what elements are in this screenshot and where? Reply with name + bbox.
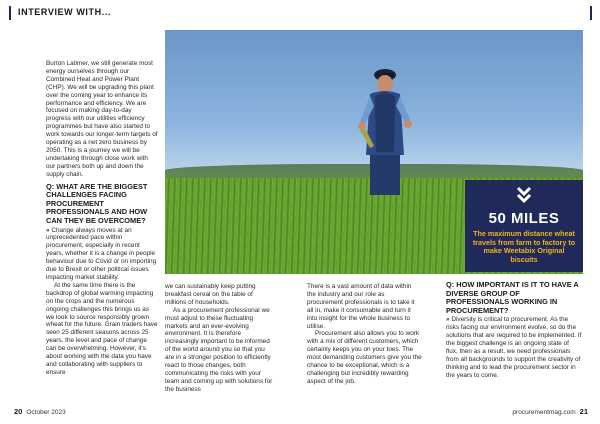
farmer-figure [350,60,420,210]
col1-paragraph-2-text: Change always moves at an unprecedented pace within procurement, especially in recent years, whether it is a change in people behaviour due to Covid or on importing due to Brexit or other political issues impacting market stability. [46,226,157,281]
col4-paragraph-1-text: Diversity is critical to procurement. As the risks facing our environment evolve, so do the solutions that are required to be implemented. If the biggest challenge is an ongoing state of flux, then as a result, we need professionals from all backgrounds to support the creativity of thinking and to lead the procurement sector in the years to come. [446,316,582,379]
col3-paragraph-2: Procurement also allows you to work with a mix of different customers, which certainly keeps you on your toes. The most demanding customers give you the chance to be exceptional, which is a challenging but incredibly rewarding aspect of the job. [307,330,422,385]
col2-paragraph-2: As a procurement professional we must adjust to these fluctuating markets and an ever-evolving environment. It is therefore increasingly important to be informed of the world around you so that you are in a stronger position to efficiently react to those changes, both communicating the risks with your team and coming up with solutions for the business [165,306,273,393]
stat-caption: The maximum distance wheat travels from farm to factory to make Weetabix Original biscuits [472,229,576,264]
col3-paragraph-1: There is a vast amount of data within the industry and our role as procurement professionals is to take it all in, make it consumable and turn it into insight for the whole business to utilise. [307,283,415,330]
col1-paragraph-2 [46,227,158,282]
page-number-right: 21 [579,407,588,416]
footer-left [14,407,66,416]
footer-right [512,407,588,416]
stat-callout [465,180,583,272]
column-3 [307,283,422,386]
page-header [0,0,600,28]
section-label: INTERVIEW WITH... [18,7,112,17]
col1-heading: Q: WHAT ARE THE BIGGEST CHALLENGES FACING PROCUREMENT PROFESSIONALS AND HOW CAN THEY BE OVERCOME? [46,181,148,225]
header-rule-left [9,6,11,20]
website-link[interactable]: procurementmag.com [512,409,576,416]
chevron-icon: » [46,226,50,234]
col4-heading: Q: HOW IMPORTANT IS IT TO HAVE A DIVERSE GROUP OF PROFESSIONALS WORKING IN PROCUREMENT? [446,280,579,315]
column-1 [46,60,158,377]
col1-paragraph-1: Burton Latimer, we still generate most energy ourselves through our Combined Heat and Power Plant (CHP). We will be upgrading this plant over the coming year to enhance its performance and efficiency. We are focused on making day-to-day progress with our utilities efficiency programmes but have also started to work towards our longer-term targets of operating as a net zero business by 2050. This is a journey we will be undertaking through close work with our partners both up and down the supply chain. [46,60,158,178]
issue-date: October 2023 [26,409,66,416]
column-2 [165,283,275,394]
column-4 [446,281,582,380]
double-chevron-down-icon [465,186,583,209]
stat-value: 50 MILES [488,210,560,227]
page-number-left: 20 [14,407,23,416]
col1-paragraph-3: At the same time there is the backdrop of global warming impacting on the crops and the numerous ongoing challenges this brings us as we look to source responsibly grown wheat for the future. Grain traders have seen 25 different seasons across 25 years, the level and pace of change can be overwhelming. However, it's about working with the data you have and collaborating with suppliers to ensure [46,281,158,376]
chevron-icon: » [446,316,450,324]
col4-paragraph-1 [446,316,582,379]
header-rule-right [590,6,592,20]
col2-paragraph-1: we can sustainably keep putting breakfast cereal on the table of millions of households. [165,283,256,306]
